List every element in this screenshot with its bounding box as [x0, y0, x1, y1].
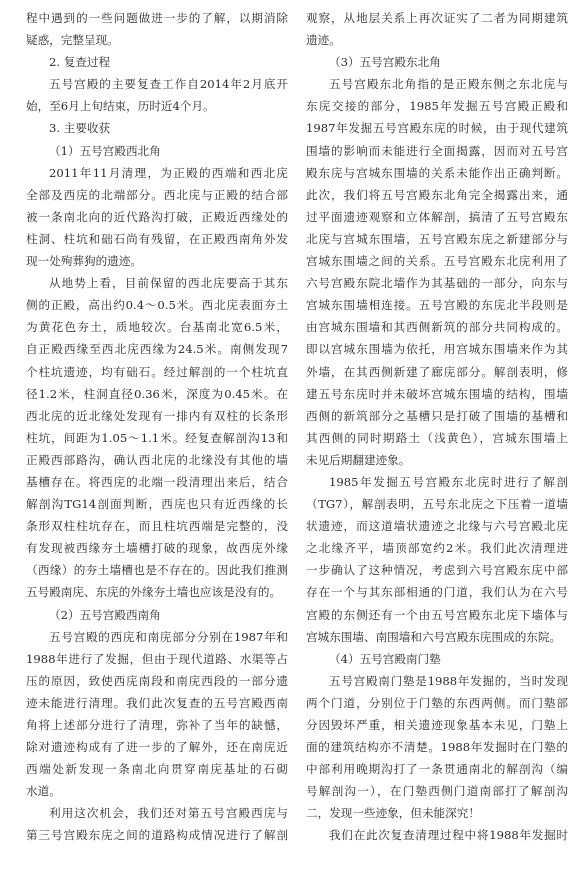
subsection-heading: （1）五号宫殿西北角 [49, 143, 161, 158]
text-line: 西端处新发现一条南北向贯穿南庑基址的石砌 [26, 762, 288, 777]
text-line: 之北缘齐平，墙顶部宽约2米。我们此次清理进 [306, 541, 568, 556]
text-line: 2011年11月清理，为正殿的西端和西北庑 [49, 165, 288, 180]
text-line: 即以宫城东围墙为依托，用宫城东围墙来作为其 [306, 342, 568, 357]
text-line: 遗迹。 [306, 33, 341, 48]
text-line: 现一处殉葬狗的遗迹。 [26, 254, 142, 269]
text-line: 被一条南北向的近代路沟打破，正殿近西缘处的 [26, 209, 288, 224]
text-line: 全部及西庑的北端部分。西北庑与正殿的结合部 [26, 187, 288, 202]
text-line: 解剖沟TG14剖面判断，西庑也只有近西缘的长 [26, 497, 288, 512]
text-line: 利用这次机会，我们还对第五号宫殿西庑与 [49, 806, 288, 821]
text-line: 为黄花色夯土，质地较次。台基南北宽6.5米， [26, 320, 288, 335]
text-line: 一步确认了这种情况，考虑到六号宫殿东庑中部 [306, 563, 568, 578]
text-line: 五号宫殿的主要复查工作自2014年2月底开 [49, 77, 288, 92]
text-line: 宫城东围墙相连接。五号宫殿的东庑北半段则是 [306, 298, 568, 313]
text-line: 我们在此次复查清理过程中将1988年发掘时 [329, 828, 568, 843]
text-line: 其西侧的同时期路土（浅黄色），宫城东围墙上 [306, 430, 568, 445]
text-line: 宫城东围墙、南围墙和六号宫殿东庑围成的东院。 [306, 629, 562, 644]
text-line: 二，发现一些迹象，但未能深究！ [306, 806, 480, 821]
text-line: 过平面遗迹观察和立体解剖，搞清了五号宫殿东 [306, 209, 568, 224]
text-line: 由宫城东围墙和其西侧新筑的部分共同构成的。 [306, 320, 568, 335]
text-line: 六号宫殿东院北墙作为其基础的一部分，向东与 [306, 276, 568, 291]
text-line: 分因毁坏严重，相关遗迹现象基本未见，门塾上 [306, 718, 568, 732]
text-line: 自正殿西缘至西北庑西缘为24.5米。南侧发现7 [26, 342, 288, 357]
text-line: 观察，从地层关系上再次证实了二者为同期建筑 [306, 11, 568, 25]
text-line: 号解剖沟一），在门塾西侧门道南部打了解剖沟 [306, 784, 568, 799]
text-line: 存在一个与其东部相通的门道，我们认为在六号 [306, 585, 568, 600]
text-line: 未见后期翻建迹象。 [306, 452, 411, 467]
text-line: 面的建筑结构亦不清楚。1988年发掘时在门塾的 [306, 740, 568, 755]
text-line: 从地势上看，目前保留的西北庑要高于其东 [49, 276, 288, 291]
text-line: 第三号宫殿东庑之间的道路构成情况进行了解剖 [26, 828, 288, 843]
text-line: 五号宫殿南门塾是1988年发掘的，当时发现 [329, 673, 568, 688]
right-column [306, 7, 568, 847]
text-line: 状遗迹，而这道墙状遗迹之北缘与六号宫殿北庑 [306, 519, 568, 534]
text-line: 水道。 [26, 784, 61, 799]
text-line: 疑惑，完整呈现。 [26, 33, 119, 48]
text-line: （TG7），解剖表明，五号东北庑之下压着一道墙 [306, 497, 568, 512]
subsection-heading: （2）五号宫殿西南角 [49, 607, 161, 622]
text-line: 五号殿南庑、东庑的外缘夯土墙也应该是没有的。 [26, 585, 282, 600]
left-column [26, 7, 288, 847]
text-line: 中部利用晚期沟打了一条贯通南北的解剖沟（编 [306, 762, 568, 777]
text-line: 五号宫殿东北角指的是正殿东侧之东北庑与 [329, 77, 568, 92]
subsection-heading: （4）五号宫殿南门塾 [329, 651, 441, 666]
text-line: 1988年进行了发掘，但由于现代道路、水渠等占 [26, 651, 288, 666]
text-line: 五号宫殿的西庑和南庑部分分别在1987年和 [49, 629, 288, 644]
text-line: 宫城东围墙之间的关系。五号宫殿东北庑利用了 [306, 254, 568, 269]
text-line: 角将上述部分进行了清理，弥补了当年的缺憾， [26, 718, 288, 732]
text-line: 东庑交接的部分，1985年发掘五号宫殿正殿和 [306, 99, 568, 114]
text-line: 压的原因，致使西庑南段和南庑西段的一部分遗 [26, 673, 288, 688]
text-line: 此次，我们将五号宫殿东北角完全揭露出来，通 [306, 187, 568, 202]
text-line: 有发现被西缘夯土墙槽打破的现象，故西庑外缘 [26, 541, 288, 556]
text-line: 程中遇到的一些问题做进一步的了解，以期消除 [26, 11, 288, 25]
text-line: 1985年发掘五号宫殿东北庑时进行了解剖 [329, 474, 568, 489]
text-line: 柱洞、柱坑和础石尚有残留，在正殿西南角外发 [26, 231, 288, 246]
text-line: 外墙，在其西侧新建了廊庑部分。解剖表明，修 [306, 364, 568, 379]
text-line: 个柱坑遗迹，均有础石。经过解剖的一个柱坑直 [26, 364, 288, 379]
text-line: 正殿西部路沟，确认西北庑的北缘没有其他的墙 [26, 452, 288, 467]
section-heading: 3. 主要收获 [49, 121, 111, 136]
text-line: 西侧的新筑部分之基槽只是打破了围墙的基槽和 [306, 408, 568, 423]
text-line: （西缘）的夯土墙槽也是不存在的。因此我们推测 [26, 563, 288, 578]
text-line: 两个门道，分别位于门塾的东西两侧。而门塾部 [306, 695, 568, 710]
section-heading: 2. 复查过程 [49, 55, 111, 70]
text-line: 条形双柱柱坑存在，而且柱坑西端是完整的，没 [26, 519, 288, 534]
text-line: 1987年发掘五号宫殿东庑的时候，由于现代建筑 [306, 121, 568, 136]
text-line: 始，至6月上旬结束，历时近4个月。 [26, 99, 215, 114]
text-line: 除对遗迹构成有了进一步的了解外，还在南庑近 [26, 740, 288, 755]
text-line: 宫殿的东侧还有一个由五号宫殿东北庑下墙体与 [306, 607, 568, 622]
subsection-heading: （3）五号宫殿东北角 [329, 55, 441, 70]
text-line: 迹未能进行清理。我们此次复查的五号宫殿西南 [26, 695, 288, 710]
text-line: 北庑与宫城东围墙，五号宫殿东庑之新建部分与 [306, 231, 568, 246]
text-line: 围墙的影响而未能进行全面揭露，因而对五号宫 [306, 143, 568, 158]
text-line: 基槽存在。将西庑的北端一段清理出来后，结合 [26, 474, 288, 489]
text-line: 柱坑，间距为1.05～1.1米。经复查解剖沟13和 [26, 430, 288, 445]
text-line: 径1.2米，柱洞直径0.36米，深度为0.45米。在 [26, 386, 288, 401]
text-line: 西北庑的近北缘处发现有一排内有双柱的长条形 [26, 408, 288, 423]
text-line: 殿东庑与宫城东围墙的关系未能作出正确判断。 [306, 165, 568, 180]
text-line: 建五号东庑时并未破坏宫城东围墙的结构，围墙 [306, 386, 568, 401]
text-line: 侧的正殿，高出约0.4～0.5米。西北庑表面夯土 [26, 298, 288, 313]
